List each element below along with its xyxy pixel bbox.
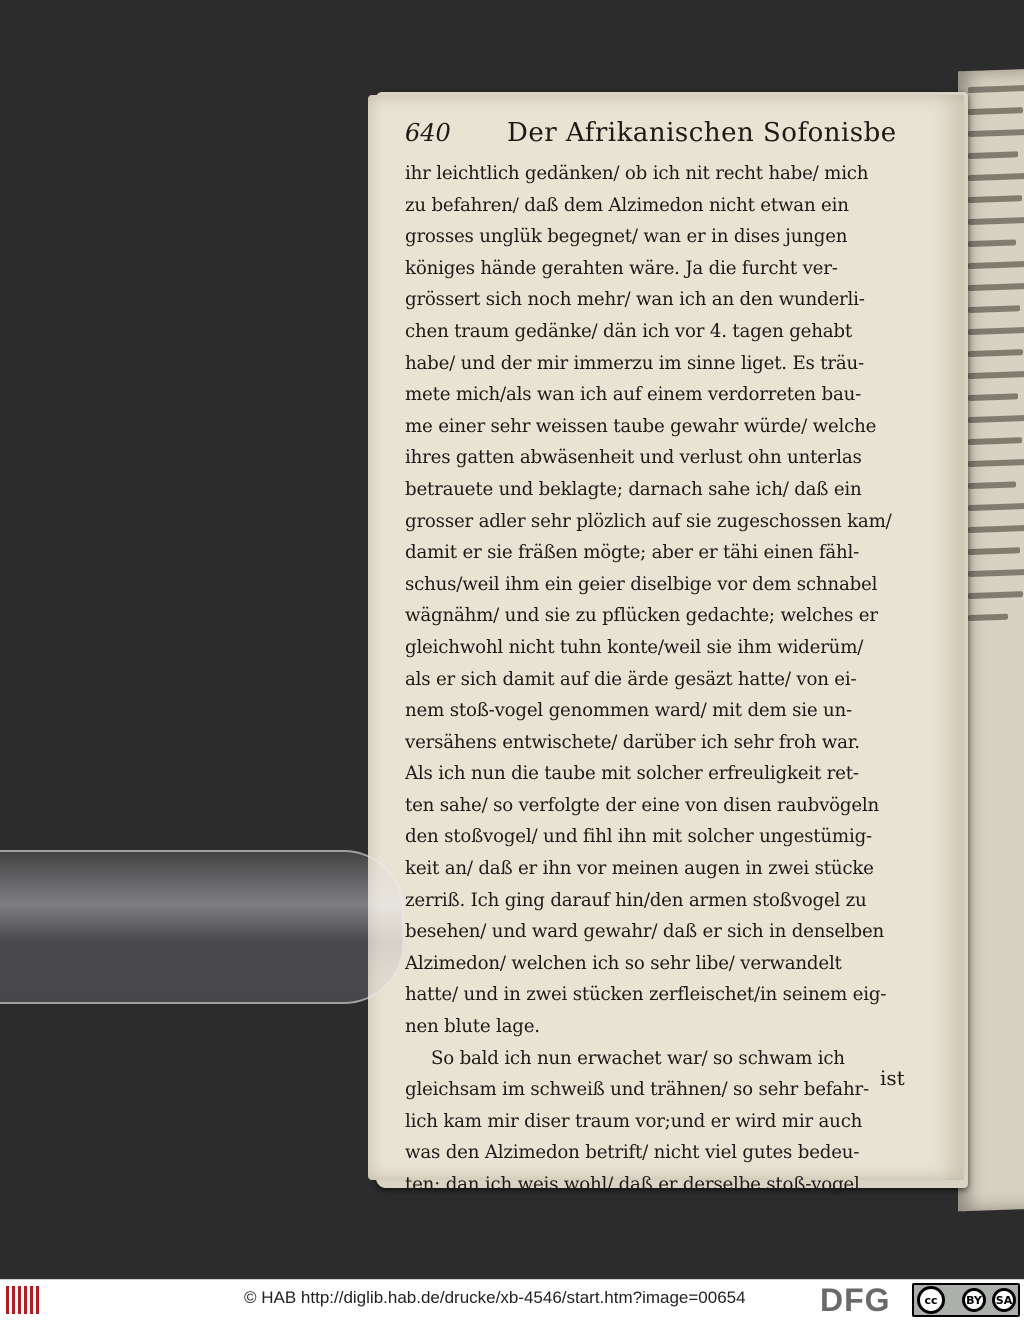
footer-bar (0, 1279, 1024, 1320)
text-line: nem stoß-vogel genommen ward/ mit dem sie un- (405, 700, 852, 722)
text-line: keit an/ daß er ihn vor meinen augen in zwei stücke (405, 858, 874, 880)
cc-icon: cc (917, 1286, 945, 1314)
text-line: nen blute lage. (405, 1016, 540, 1038)
text-line: ihres gatten abwäsenheit und verlust ohn unterlas (405, 447, 862, 469)
text-line: wägnähm/ und sie zu pflücken gedachte; welches er (405, 605, 878, 627)
by-icon: BY (962, 1288, 986, 1312)
text-line: als er sich damit auf die ärde gesäzt hatte/ von ei- (405, 668, 857, 690)
text-line: schus/weil ihm ein geier diselbige vor dem schnabel (405, 573, 878, 595)
page-number: 640 (405, 119, 451, 147)
sa-icon: SA (992, 1288, 1016, 1312)
text-line: ihr leichtlich gedänken/ ob ich nit recht habe/ mich (405, 163, 869, 184)
text-line: versähens entwischete/ darüber ich sehr froh war. (405, 731, 860, 753)
running-title: Der Afrikanischen Sofonisbe (507, 118, 897, 148)
text-line: betrauete und beklagte; darnach sahe ich/ daß ein (405, 478, 862, 500)
text-line: lich kam mir diser traum vor;und er wird mir auch (405, 1110, 863, 1132)
text-line: So bald ich nun erwachet war/ so schwam ich (431, 1047, 845, 1069)
text-line: Als ich nun die taube mit solcher erfreuligkeit ret- (405, 763, 859, 785)
text-line: grosses unglük begegnet/ wan er in dises jungen (405, 226, 848, 248)
hab-logo-icon (6, 1286, 40, 1314)
catchword: ist (880, 1066, 905, 1090)
text-line: gleichwohl nicht tuhn konte/weil sie ihm widerüm/ (405, 636, 864, 658)
text-line: ten; dan ich weis wohl/ daß er derselbe stoß-vogel (405, 1174, 860, 1195)
text-line: ten sahe/ so verfolgte der eine von disen raubvögeln (405, 794, 880, 816)
text-line: Alzimedon/ welchen ich so sehr libe/ verwandelt (405, 952, 842, 974)
text-line: me einer sehr weissen taube gewahr würde/ welche (405, 415, 877, 437)
text-line: chen traum gedänke/ dän ich vor 4. tagen gehabt (405, 320, 852, 342)
text-line: gleichsam im schweiß und trähnen/ so sehr befahr- (405, 1079, 869, 1101)
text-line: hatte/ und in zwei stücken zerfleischet/in seinem eig- (405, 984, 887, 1006)
copyright-text: © HAB http://diglib.hab.de/drucke/xb-4546/start.htm?image=00654 (244, 1288, 746, 1307)
text-line: grosser adler sehr plözlich auf sie zugeschossen kam/ (405, 510, 892, 532)
text-line: den stoßvogel/ und fihl ihn mit solcher ungestümig- (405, 826, 872, 848)
text-line: damit er sie fräßen mögte; aber er tähi einen fähl- (405, 542, 860, 564)
dfg-logo: DFG (820, 1282, 891, 1318)
text-line: königes hände gerahten wäre. Ja die furcht ver- (405, 257, 838, 279)
text-line: was den Alzimedon betrift/ nicht viel gutes bedeu- (405, 1142, 860, 1164)
text-line: grössert sich noch mehr/ wan ich an den wunderli- (405, 289, 865, 311)
page-holder-clip (0, 850, 404, 1004)
text-line: habe/ und der mir immerzu im sinne liget. Es träu- (405, 352, 864, 374)
text-line: besehen/ und ward gewahr/ daß er sich in denselben (405, 921, 885, 943)
cc-license-badge[interactable] (912, 1283, 1020, 1317)
body-text (405, 158, 943, 1201)
text-line: mete mich/als wan ich auf einem verdorreten bau- (405, 384, 862, 406)
page-header (405, 118, 945, 158)
text-line: zerriß. Ich ging darauf hin/den armen stoßvogel zu (405, 889, 867, 911)
text-line: zu befahren/ daß dem Alzimedon nicht etwan ein (405, 194, 849, 216)
